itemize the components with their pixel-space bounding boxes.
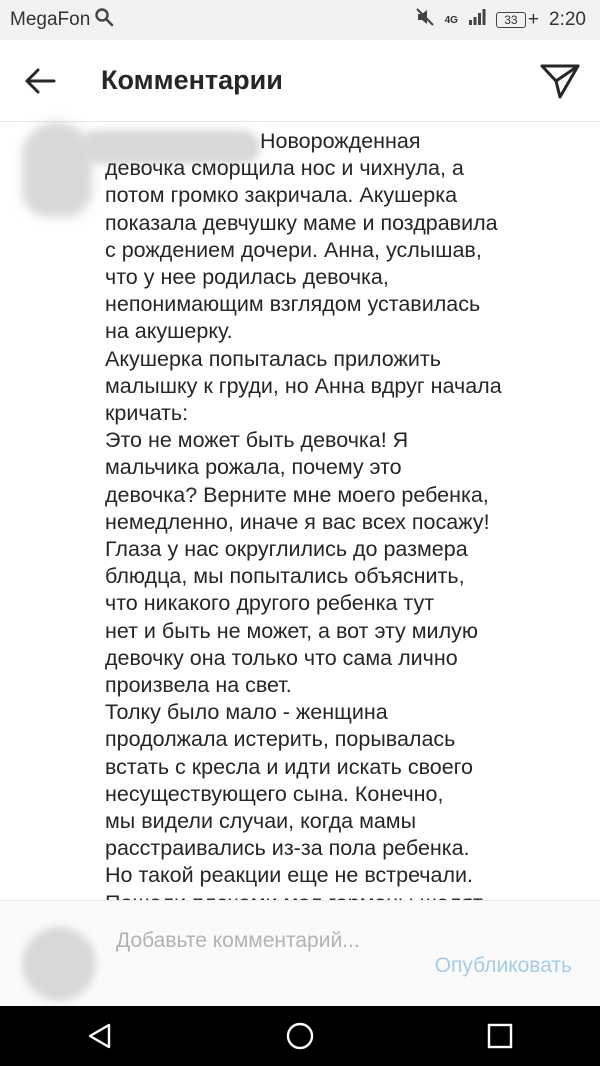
comment-text xyxy=(105,128,555,917)
battery-indicator xyxy=(496,9,539,31)
comment-line: что у нее родилась девочка, xyxy=(105,265,389,290)
status-right xyxy=(415,7,586,33)
signal-icon xyxy=(468,8,486,32)
comment-line: с рождением дочери. Анна, услышав, xyxy=(105,237,482,262)
comment-line: девочку она только что сама лично xyxy=(105,645,458,670)
author-avatar[interactable] xyxy=(22,122,92,217)
comment-line: расстраивались из-за пола ребенка. xyxy=(105,836,470,861)
comment-composer xyxy=(0,900,600,1006)
comment-input[interactable] xyxy=(116,923,386,989)
comment-line: немедленно, иначе я вас всех посажу! xyxy=(105,509,490,534)
comment-line: Это не может быть девочка! Я xyxy=(105,428,409,453)
comment-line: встать с кресла и идти искать своего xyxy=(105,754,473,779)
page-title: Комментарии xyxy=(101,65,283,95)
comment-line: Толку было мало - женщина xyxy=(105,700,388,725)
carrier-name: MegaFon xyxy=(10,9,91,30)
circle-home-icon xyxy=(284,1020,316,1052)
search-icon xyxy=(94,7,114,33)
comment-line: мальчика рожала, почему это xyxy=(105,455,402,480)
comment-line: непонимающим взглядом уставилась xyxy=(105,292,481,317)
square-recents-icon xyxy=(485,1021,515,1051)
status-bar xyxy=(0,0,600,40)
comment-line: Новорожденная xyxy=(260,129,421,153)
comment-line: потом громко закричала. Акушерка xyxy=(105,183,458,208)
comment-line: мы видели случаи, когда мамы xyxy=(105,809,417,834)
send-button[interactable] xyxy=(538,60,582,102)
comment-area[interactable] xyxy=(0,122,600,900)
comment-line: продолжала истерить, порывалась xyxy=(105,727,456,752)
comment-line: Акушерка попыталась приложить xyxy=(105,346,441,371)
comment-line: блюдца, мы попытались объяснить, xyxy=(105,564,465,589)
comment-line: Но такой реакции еще не встречали. xyxy=(105,863,473,888)
mute-icon xyxy=(415,7,435,33)
comment-line: кричать: xyxy=(105,401,189,426)
paper-plane-icon xyxy=(540,62,580,100)
status-left xyxy=(10,7,114,33)
battery-charging-mark: + xyxy=(527,9,540,30)
network-type-label: 4G xyxy=(444,14,458,26)
comment-line: произвела на свет. xyxy=(105,673,292,698)
nav-back-button[interactable] xyxy=(70,1011,130,1061)
comment-line: Глаза у нас округлились до размера xyxy=(105,537,468,562)
comment-line: нет и быть не может, а вот эту милую xyxy=(105,618,478,643)
comment-line: несуществующего сына. Конечно, xyxy=(105,781,444,806)
nav-home-button[interactable] xyxy=(270,1011,330,1061)
battery-level: 33 xyxy=(504,13,518,27)
my-avatar xyxy=(22,927,96,1001)
system-nav-bar xyxy=(0,1006,600,1066)
back-button[interactable] xyxy=(18,61,62,101)
comment-line: показала девчушку маме и поздравила xyxy=(105,210,498,235)
arrow-left-icon xyxy=(24,67,56,95)
comment-line: малышку к груди, но Анна вдруг начала xyxy=(105,373,502,398)
nav-recents-button[interactable] xyxy=(470,1011,530,1061)
publish-button[interactable]: Опубликовать xyxy=(434,954,572,977)
comment-line: на акушерку. xyxy=(105,319,233,344)
battery-icon xyxy=(496,12,526,28)
comment-line: что никакого другого ребенка тут xyxy=(105,591,435,616)
comment-line: девочка? Верните мне моего ребенка, xyxy=(105,482,489,507)
comment-line: девочка сморщила нос и чихнула, а xyxy=(105,156,464,181)
app-header xyxy=(0,40,600,122)
status-time: 2:20 xyxy=(549,9,586,30)
triangle-back-icon xyxy=(85,1021,115,1051)
